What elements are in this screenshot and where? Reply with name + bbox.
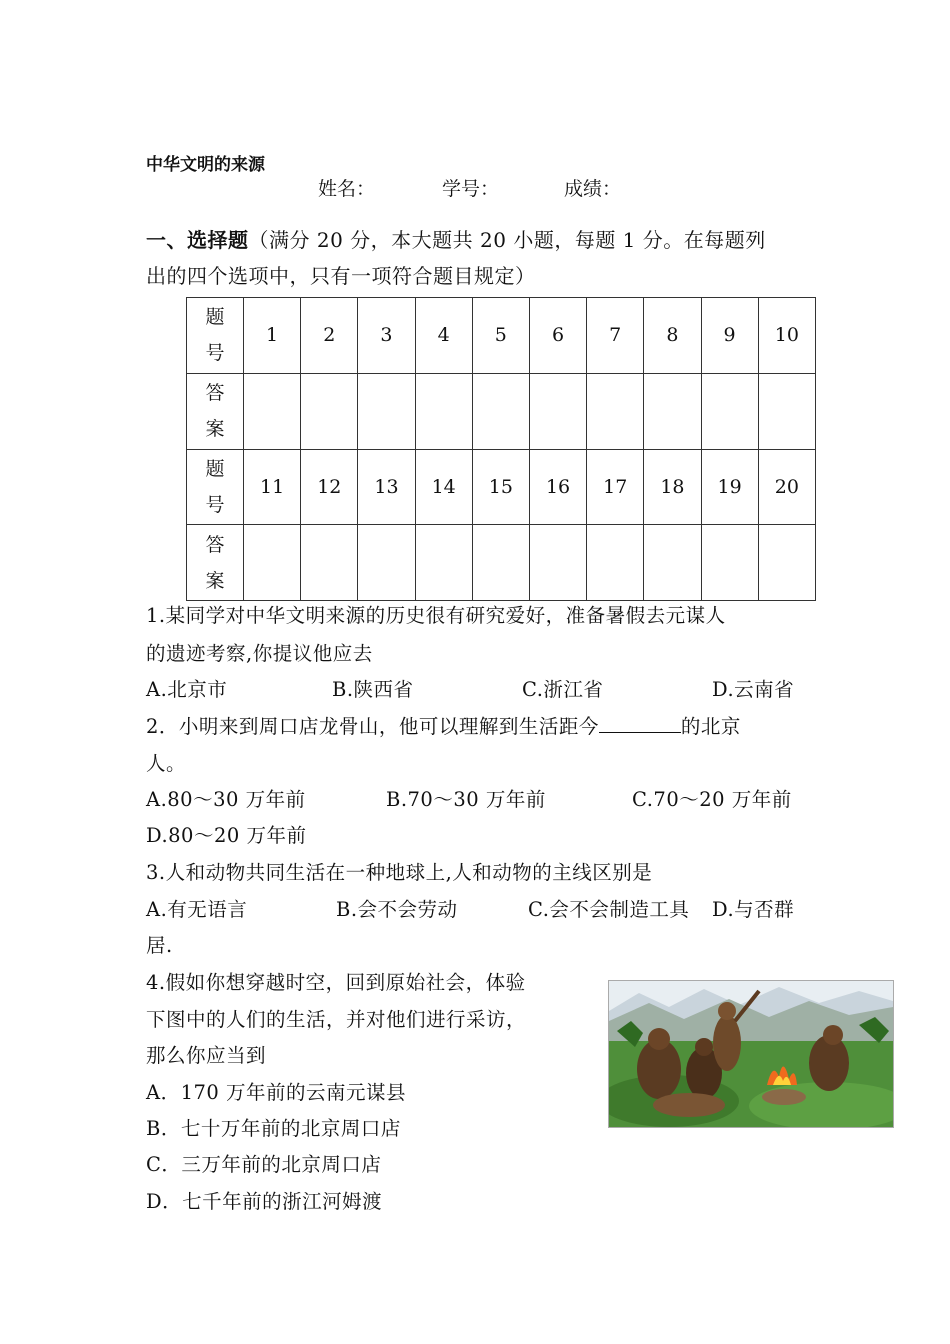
question-3-option-b: B.会不会劳动 xyxy=(336,898,458,921)
question-2-text: 2．小明来到周口店龙骨山，他可以理解到生活距今 的北京 xyxy=(146,715,741,738)
question-4-option-d: D．七千年前的浙江河姆渡 xyxy=(146,1190,383,1213)
answer-cell[interactable] xyxy=(358,525,415,601)
number-cell: 2 xyxy=(301,298,358,374)
question-2-option-d: D.80～20 万年前 xyxy=(146,824,307,847)
answer-cell[interactable] xyxy=(358,373,415,449)
answer-table-answer-row xyxy=(187,525,816,601)
number-header-cell: 题 号 xyxy=(187,449,244,525)
number-cell: 18 xyxy=(644,449,701,525)
answer-cell[interactable] xyxy=(644,373,701,449)
name-label: 姓名： xyxy=(318,178,376,200)
number-cell: 15 xyxy=(472,449,529,525)
answer-table xyxy=(186,297,816,601)
answer-cell[interactable] xyxy=(758,525,815,601)
question-3-text: 3.人和动物共同生活在一种地球上,人和动物的主线区别是 xyxy=(146,861,653,884)
question-1-option-c: C.浙江省 xyxy=(522,678,604,701)
answer-cell[interactable] xyxy=(472,373,529,449)
question-3-option-d: D.与否群 xyxy=(712,898,795,921)
number-cell: 9 xyxy=(701,298,758,374)
answer-cell[interactable] xyxy=(644,525,701,601)
answer-header-cell: 答 案 xyxy=(187,373,244,449)
question-4-option-a: A．170 万年前的云南元谋县 xyxy=(146,1081,407,1104)
number-cell: 13 xyxy=(358,449,415,525)
number-cell: 20 xyxy=(758,449,815,525)
answer-header-cell: 答 案 xyxy=(187,525,244,601)
question-1-option-d: D.云南省 xyxy=(712,678,795,701)
question-4-text: 4.假如你想穿越时空，回到原始社会，体验 xyxy=(146,971,526,994)
fill-in-blank[interactable] xyxy=(599,714,681,733)
answer-cell[interactable] xyxy=(701,525,758,601)
answer-cell[interactable] xyxy=(301,525,358,601)
cave-people-fire-image xyxy=(609,981,893,1127)
question-2-option-b: B.70～30 万年前 xyxy=(386,788,546,811)
primitive-people-illustration xyxy=(608,980,894,1128)
number-cell: 16 xyxy=(529,449,586,525)
question-2-option-a: A.80～30 万年前 xyxy=(146,788,306,811)
answer-table-answer-row xyxy=(187,373,816,449)
answer-cell[interactable] xyxy=(472,525,529,601)
question-2-text-cont: 人。 xyxy=(146,752,187,775)
question-1-text: 1.某同学对中华文明来源的历史很有研究爱好，准备暑假去元谋人 xyxy=(146,604,726,627)
number-cell: 5 xyxy=(472,298,529,374)
answer-cell[interactable] xyxy=(415,525,472,601)
question-4-option-c: C．三万年前的北京周口店 xyxy=(146,1153,382,1176)
section-description: （满分 20 分，本大题共 20 小题，每题 1 分。在每题列 xyxy=(248,228,766,252)
answer-cell[interactable] xyxy=(587,373,644,449)
number-cell: 7 xyxy=(587,298,644,374)
number-cell: 3 xyxy=(358,298,415,374)
answer-cell[interactable] xyxy=(758,373,815,449)
answer-table-number-row xyxy=(187,449,816,525)
answer-cell[interactable] xyxy=(244,525,301,601)
question-1-option-a: A.北京市 xyxy=(146,678,228,701)
question-2-option-c: C.70～20 万年前 xyxy=(632,788,792,811)
section-description-cont: 出的四个选项中，只有一项符合题目规定） xyxy=(146,264,536,288)
answer-cell[interactable] xyxy=(529,373,586,449)
page-title: 中华文明的来源 xyxy=(146,155,265,175)
student-id-label: 学号： xyxy=(442,178,500,200)
answer-cell[interactable] xyxy=(701,373,758,449)
number-cell: 14 xyxy=(415,449,472,525)
number-cell: 10 xyxy=(758,298,815,374)
section-heading xyxy=(146,224,766,253)
question-3-option-a: A.有无语言 xyxy=(146,898,248,921)
number-cell: 8 xyxy=(644,298,701,374)
answer-cell[interactable] xyxy=(529,525,586,601)
question-3-option-d-cont: 居. xyxy=(146,934,173,957)
answer-cell[interactable] xyxy=(244,373,301,449)
answer-table-number-row xyxy=(187,298,816,374)
answer-cell[interactable] xyxy=(587,525,644,601)
number-cell: 19 xyxy=(701,449,758,525)
number-cell: 12 xyxy=(301,449,358,525)
number-cell: 11 xyxy=(244,449,301,525)
number-cell: 17 xyxy=(587,449,644,525)
section-title: 一、选择题 xyxy=(146,228,249,252)
question-1-text-cont: 的遗迹考察,你提议他应去 xyxy=(146,642,373,665)
number-cell: 1 xyxy=(244,298,301,374)
question-4-text-cont: 下图中的人们的生活，并对他们进行采访， xyxy=(146,1008,527,1031)
number-cell: 4 xyxy=(415,298,472,374)
answer-cell[interactable] xyxy=(301,373,358,449)
score-label: 成绩： xyxy=(564,178,622,200)
question-1-option-b: B.陕西省 xyxy=(332,678,414,701)
answer-cell[interactable] xyxy=(415,373,472,449)
number-cell: 6 xyxy=(529,298,586,374)
question-3-option-c: C.会不会制造工具 xyxy=(528,898,690,921)
question-4-option-b: B．七十万年前的北京周口店 xyxy=(146,1117,401,1140)
question-4-text-cont2: 那么你应当到 xyxy=(146,1044,267,1067)
number-header-cell: 题 号 xyxy=(187,298,244,374)
